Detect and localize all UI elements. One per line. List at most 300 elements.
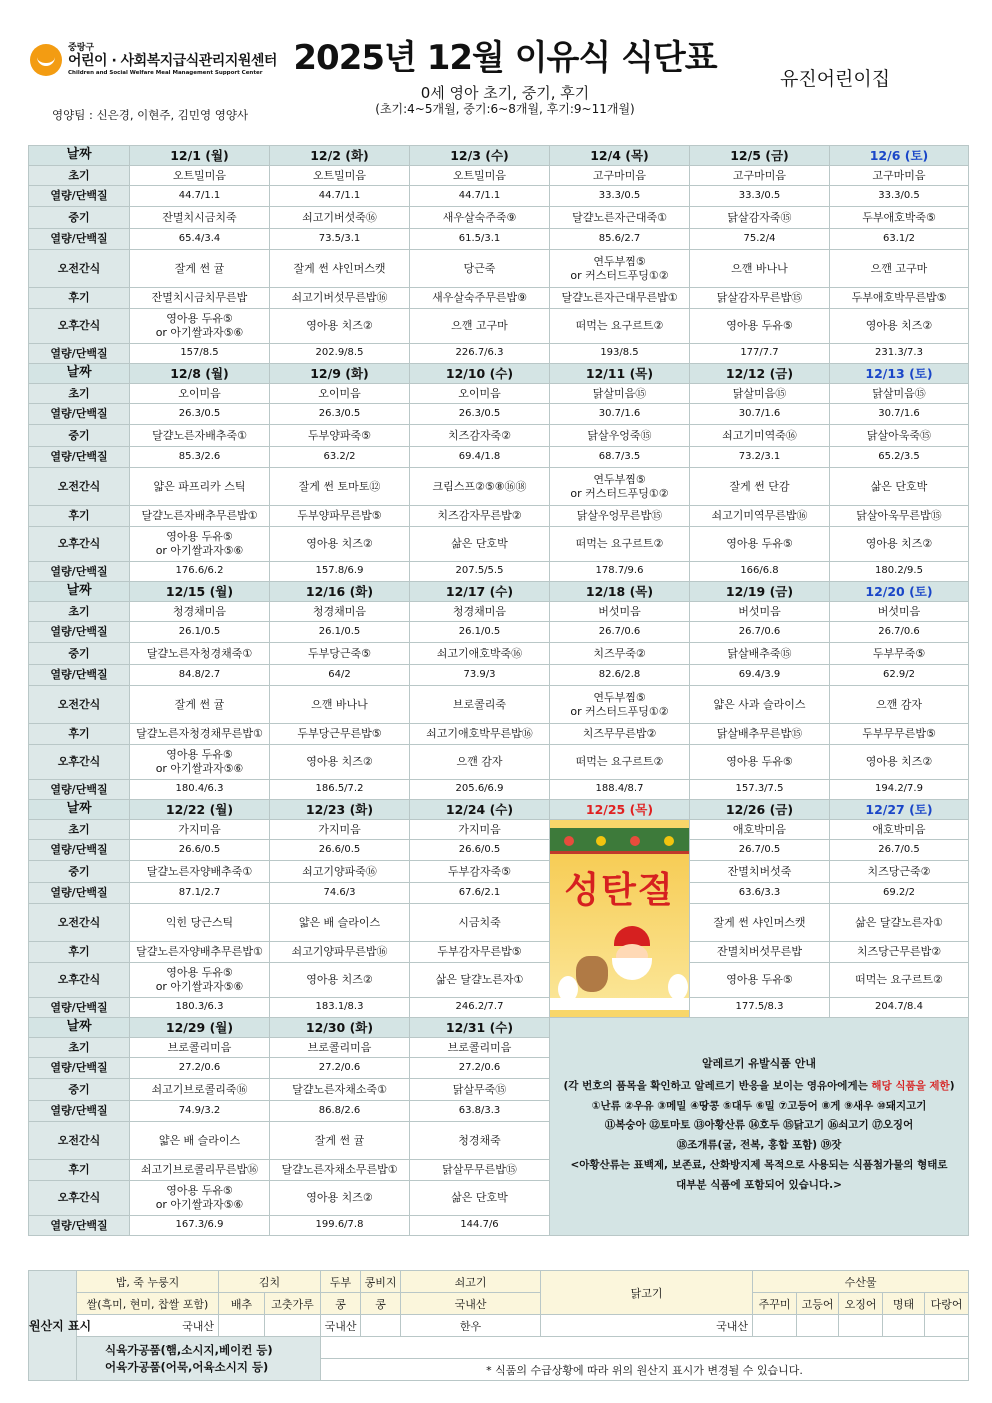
menu-item-line: 삶은 단호박 — [451, 537, 508, 551]
menu-early: 버섯미음 — [830, 602, 969, 622]
menu-mid: 쇠고기애호박죽⑯ — [410, 643, 550, 665]
menu-early: 브로콜리미음 — [270, 1038, 410, 1058]
menu-mid: 치즈당근죽② — [830, 861, 969, 883]
menu-row-am — [29, 250, 969, 288]
center-logo — [30, 44, 277, 76]
menu-e2: 68.7/3.5 — [550, 447, 690, 468]
row-label: 중기 — [29, 425, 130, 447]
menu-early: 닭살미음⑮ — [690, 384, 830, 404]
menu-pm — [690, 527, 830, 562]
menu-mid: 치즈무죽② — [550, 643, 690, 665]
allergy-line-5: <아황산류는 표백제, 보존료, 산화방지제 목적으로 사용되는 식품첨가물의 형태로 — [570, 1159, 948, 1172]
menu-row-am — [29, 686, 969, 724]
menu-mid: 두부애호박죽⑤ — [830, 207, 969, 229]
menu-am — [130, 250, 270, 288]
menu-e1: 26.1/0.5 — [130, 622, 270, 643]
menu-late: 두부감자무른밥⑤ — [410, 942, 550, 963]
menu-mid: 잔멸치버섯죽 — [690, 861, 830, 883]
menu-date: 12/3 (수) — [410, 146, 550, 166]
menu-mid: 두부당근죽⑤ — [270, 643, 410, 665]
menu-row-date — [29, 146, 969, 166]
menu-row-early — [29, 820, 969, 840]
menu-e1: 27.2/0.6 — [270, 1058, 410, 1079]
menu-date: 12/27 (토) — [830, 800, 969, 820]
page-header — [0, 0, 992, 140]
menu-early: 청경채미음 — [410, 602, 550, 622]
menu-item-line: 잘게 썬 토마토⑫ — [298, 479, 381, 493]
menu-late: 쇠고기양파무른밥⑯ — [270, 942, 410, 963]
menu-item-line: 으깬 바나나 — [731, 261, 788, 275]
menu-date: 12/17 (수) — [410, 582, 550, 602]
row-label: 열량/단백질 — [29, 1058, 130, 1079]
menu-item-line: 얇은 사과 슬라이스 — [713, 697, 806, 711]
menu-mid: 달걀노른자채소죽① — [270, 1079, 410, 1101]
menu-am — [130, 1122, 270, 1160]
menu-row-pm — [29, 963, 969, 998]
row-label: 열량/단백질 — [29, 344, 130, 364]
row-label: 날짜 — [29, 146, 130, 166]
menu-pm — [270, 309, 410, 344]
menu-row-am — [29, 468, 969, 506]
menu-date: 12/11 (목) — [550, 364, 690, 384]
menu-early: 오이미음 — [410, 384, 550, 404]
origin-beancurd-value — [361, 1315, 401, 1337]
nutrition-team: 영양팀 : 신은경, 이현주, 김민영 영양사 — [52, 108, 249, 122]
row-label: 오전간식 — [29, 250, 130, 288]
row-label: 오후간식 — [29, 527, 130, 562]
origin-pepper: 고춧가루 — [265, 1293, 321, 1315]
menu-row-e3 — [29, 344, 969, 364]
menu-item-alt: or 아기쌀과자⑤⑥ — [155, 980, 244, 993]
menu-early: 오트밀미음 — [270, 166, 410, 186]
menu-item-alt: or 아기쌀과자⑤⑥ — [155, 762, 244, 775]
menu-item-line: 연두부찜⑤ — [593, 690, 646, 704]
origin-rice-header: 밥, 죽 누룽지 — [77, 1271, 219, 1293]
menu-row-early — [29, 384, 969, 404]
daycare-name: 유진어린이집 — [780, 68, 891, 90]
menu-am — [270, 904, 410, 942]
origin-tofu-sub: 콩 — [321, 1293, 361, 1315]
menu-e3: 177/7.7 — [690, 344, 830, 364]
row-label: 중기 — [29, 643, 130, 665]
menu-pm — [130, 745, 270, 780]
row-label: 열량/단백질 — [29, 883, 130, 904]
page-subtitle: 0세 영아 초기, 중기, 후기 — [420, 84, 590, 102]
menu-e2: 61.5/3.1 — [410, 229, 550, 250]
menu-row-late — [29, 942, 969, 963]
menu-pm — [690, 309, 830, 344]
row-label: 열량/단백질 — [29, 404, 130, 425]
menu-row-early — [29, 602, 969, 622]
menu-am — [550, 468, 690, 506]
menu-pm — [550, 745, 690, 780]
menu-item-line: 잘게 썬 단감 — [729, 479, 790, 493]
origin-processed-value — [321, 1337, 969, 1359]
menu-date: 12/19 (금) — [690, 582, 830, 602]
row-label: 초기 — [29, 602, 130, 622]
menu-e3: 205.6/6.9 — [410, 780, 550, 800]
origin-beef-value: 한우 — [401, 1315, 541, 1337]
menu-early: 닭살미음⑮ — [550, 384, 690, 404]
menu-pm — [130, 963, 270, 998]
menu-early: 오트밀미음 — [130, 166, 270, 186]
menu-e1: 26.6/0.5 — [410, 840, 550, 861]
menu-pm — [410, 527, 550, 562]
menu-date: 12/2 (화) — [270, 146, 410, 166]
menu-date: 12/12 (금) — [690, 364, 830, 384]
menu-early: 오이미음 — [270, 384, 410, 404]
row-label: 오전간식 — [29, 468, 130, 506]
menu-row-e2 — [29, 447, 969, 468]
origin-sea-4-value — [883, 1315, 925, 1337]
menu-am — [830, 250, 969, 288]
origin-tofu-value: 국내산 — [321, 1315, 361, 1337]
menu-pm — [690, 745, 830, 780]
menu-early: 닭살미음⑮ — [830, 384, 969, 404]
menu-e3: 246.2/7.7 — [410, 998, 550, 1018]
menu-e3: 157.3/7.5 — [690, 780, 830, 800]
menu-pm — [130, 1181, 270, 1216]
menu-row-e3 — [29, 780, 969, 800]
menu-date: 12/24 (수) — [410, 800, 550, 820]
menu-pm — [410, 745, 550, 780]
row-label: 열량/단백질 — [29, 186, 130, 207]
menu-mid: 달걀노른자청경채죽① — [130, 643, 270, 665]
row-label: 오후간식 — [29, 1181, 130, 1216]
menu-late: 잔멸치버섯무른밥 — [690, 942, 830, 963]
menu-item-line: 영아용 치즈② — [306, 755, 373, 769]
origin-sea-2: 고등어 — [797, 1293, 839, 1315]
menu-item-alt: or 아기쌀과자⑤⑥ — [155, 544, 244, 557]
menu-date: 12/23 (화) — [270, 800, 410, 820]
menu-item-line: 얇은 파프리카 스틱 — [153, 479, 246, 493]
menu-pm — [550, 309, 690, 344]
menu-late: 치즈무무른밥② — [550, 724, 690, 745]
origin-beancurd-header: 콩비지 — [361, 1271, 401, 1293]
menu-item-line: 잘게 썬 귤 — [174, 261, 225, 275]
menu-item-line: 영아용 두유⑤ — [166, 530, 233, 544]
menu-e3: 167.3/6.9 — [130, 1216, 270, 1236]
menu-e2: 85.3/2.6 — [130, 447, 270, 468]
menu-late: 두부양파무른밥⑤ — [270, 506, 410, 527]
menu-am — [130, 686, 270, 724]
menu-e2: 63.1/2 — [830, 229, 969, 250]
row-label: 오후간식 — [29, 745, 130, 780]
origin-tofu-header: 두부 — [321, 1271, 361, 1293]
menu-early: 브로콜리미음 — [410, 1038, 550, 1058]
allergy-line-3: ⑪복숭아 ⑫토마토 ⑬아황산류 ⑭호두 ⑮닭고기 ⑯쇠고기 ⑰오징어 — [604, 1119, 914, 1132]
menu-early: 버섯미음 — [690, 602, 830, 622]
menu-e1: 30.7/1.6 — [690, 404, 830, 425]
origin-rice-sub: 쌀(흑미, 현미, 찹쌀 포함) — [77, 1293, 219, 1315]
menu-e1: 44.7/1.1 — [270, 186, 410, 207]
smile-logo-icon — [30, 44, 62, 76]
menu-row-am — [29, 904, 969, 942]
menu-early: 오트밀미음 — [410, 166, 550, 186]
origin-chicken-value: 국내산 — [541, 1315, 753, 1337]
allergy-info — [550, 1018, 969, 1236]
menu-am — [410, 468, 550, 506]
menu-mid: 쇠고기미역죽⑯ — [690, 425, 830, 447]
menu-item-line: 얇은 배 슬라이스 — [298, 915, 381, 929]
menu-mid: 두부양파죽⑤ — [270, 425, 410, 447]
menu-late: 두부당근무른밥⑤ — [270, 724, 410, 745]
row-label: 열량/단백질 — [29, 622, 130, 643]
menu-e1: 33.3/0.5 — [550, 186, 690, 207]
logo-name: 어린이 · 사회복지급식관리지원센터 — [68, 53, 277, 70]
origin-cabbage: 배추 — [219, 1293, 265, 1315]
origin-cabbage-value — [219, 1315, 265, 1337]
menu-e3: 231.3/7.3 — [830, 344, 969, 364]
menu-am — [270, 686, 410, 724]
menu-mid: 달걀노른자배추죽① — [130, 425, 270, 447]
menu-item-line: 으깬 감자 — [875, 697, 922, 711]
menu-date: 12/18 (목) — [550, 582, 690, 602]
menu-mid: 두부감자죽⑤ — [410, 861, 550, 883]
menu-mid: 닭살감자죽⑮ — [690, 207, 830, 229]
menu-row-mid — [29, 643, 969, 665]
row-label: 오후간식 — [29, 963, 130, 998]
menu-am — [270, 1122, 410, 1160]
menu-early: 가지미음 — [410, 820, 550, 840]
menu-e2: 87.1/2.7 — [130, 883, 270, 904]
menu-pm — [410, 309, 550, 344]
menu-item-line: 영아용 두유⑤ — [726, 973, 793, 987]
menu-item-alt: or 커스터드푸딩①② — [570, 268, 669, 282]
menu-date: 12/30 (화) — [270, 1018, 410, 1038]
menu-pm — [410, 1181, 550, 1216]
menu-item-line: 영아용 치즈② — [865, 319, 933, 333]
menu-row-e2 — [29, 665, 969, 686]
logo-english: Children and Social Welfare Meal Management Support Center — [68, 69, 263, 76]
reindeer-icon — [576, 956, 608, 992]
menu-late: 달걀노른자청경채무른밥① — [130, 724, 270, 745]
menu-am — [830, 686, 969, 724]
menu-e2: 73.2/3.1 — [690, 447, 830, 468]
menu-mid: 쇠고기양파죽⑯ — [270, 861, 410, 883]
menu-row-e1 — [29, 186, 969, 207]
origin-chicken-header: 닭고기 — [541, 1271, 753, 1315]
menu-e1: 26.7/0.6 — [830, 622, 969, 643]
row-label: 열량/단백질 — [29, 998, 130, 1018]
menu-row-late — [29, 724, 969, 745]
garland-icon — [550, 828, 689, 854]
menu-row-e2 — [29, 883, 969, 904]
menu-early: 애호박미음 — [690, 820, 830, 840]
menu-date: 12/4 (목) — [550, 146, 690, 166]
menu-date: 12/6 (토) — [830, 146, 969, 166]
row-label: 날짜 — [29, 800, 130, 820]
menu-item-alt: or 커스터드푸딩①② — [570, 486, 669, 500]
menu-row-early — [29, 166, 969, 186]
menu-e1: 30.7/1.6 — [550, 404, 690, 425]
menu-e3: 176.6/6.2 — [130, 562, 270, 582]
allergy-line-4: ⑱조개류(굴, 전복, 홍합 포함) ⑲잣 — [676, 1139, 842, 1152]
menu-item-alt: or 아기쌀과자⑤⑥ — [155, 326, 244, 339]
menu-item-line: 연두부찜⑤ — [593, 254, 646, 268]
menu-late: 닭살무무른밥⑮ — [410, 1160, 550, 1181]
menu-e3: 207.5/5.5 — [410, 562, 550, 582]
menu-late: 닭살우엉무른밥⑮ — [550, 506, 690, 527]
menu-am — [690, 468, 830, 506]
logo-district: 중랑구 — [68, 43, 95, 54]
menu-mid: 치즈감자죽② — [410, 425, 550, 447]
menu-e2: 85.6/2.7 — [550, 229, 690, 250]
menu-item-line: 영아용 두유⑤ — [726, 319, 793, 333]
menu-pm — [830, 745, 969, 780]
menu-early: 가지미음 — [270, 820, 410, 840]
menu-item-line: 영아용 치즈② — [865, 537, 933, 551]
row-label: 오전간식 — [29, 1122, 130, 1160]
origin-sea-2-value — [797, 1315, 839, 1337]
menu-item-line: 으깬 감자 — [456, 755, 503, 769]
menu-e2: 82.6/2.8 — [550, 665, 690, 686]
menu-e2: 63.8/3.3 — [410, 1101, 550, 1122]
menu-late: 달걀노른자근대무른밥① — [550, 288, 690, 309]
menu-mid: 두부무죽⑤ — [830, 643, 969, 665]
menu-item-line: 잘게 썬 샤인머스캣 — [713, 915, 806, 929]
menu-date: 12/29 (월) — [130, 1018, 270, 1038]
menu-e3: 178.7/9.6 — [550, 562, 690, 582]
allergy-line-6: 대부분 식품에 포함되어 있습니다.> — [676, 1179, 842, 1192]
menu-date: 12/8 (월) — [130, 364, 270, 384]
menu-e1: 44.7/1.1 — [410, 186, 550, 207]
menu-row-date — [29, 800, 969, 820]
menu-item-line: 으깬 고구마 — [870, 261, 928, 275]
menu-pm — [130, 527, 270, 562]
menu-late: 쇠고기버섯무른밥⑯ — [270, 288, 410, 309]
menu-e1: 26.1/0.5 — [410, 622, 550, 643]
menu-item-line: 삶은 단호박 — [451, 1191, 508, 1205]
row-label: 후기 — [29, 1160, 130, 1181]
menu-early: 고구마미음 — [830, 166, 969, 186]
menu-item-line: 삶은 단호박 — [870, 479, 928, 493]
menu-item-line: 떠먹는 요구르트② — [575, 537, 664, 551]
menu-date: 12/15 (월) — [130, 582, 270, 602]
menu-e1: 30.7/1.6 — [830, 404, 969, 425]
menu-row-date — [29, 582, 969, 602]
menu-am — [690, 250, 830, 288]
menu-e1: 26.7/0.6 — [690, 622, 830, 643]
menu-date: 12/10 (수) — [410, 364, 550, 384]
menu-item-line: 영아용 두유⑤ — [166, 312, 233, 326]
menu-item-line: 삶은 달걀노른자① — [435, 973, 524, 987]
menu-e2: 64/2 — [270, 665, 410, 686]
menu-e3: 157.8/6.9 — [270, 562, 410, 582]
menu-e2: 73.5/3.1 — [270, 229, 410, 250]
menu-mid: 달걀노른자근대죽① — [550, 207, 690, 229]
menu-pm — [270, 745, 410, 780]
menu-pm — [550, 527, 690, 562]
menu-am — [410, 904, 550, 942]
menu-mid: 달걀노른자양배추죽① — [130, 861, 270, 883]
page-title: 2025년 12월 이유식 식단표 — [293, 38, 717, 78]
menu-am — [550, 686, 690, 724]
row-label: 후기 — [29, 724, 130, 745]
menu-item-line: 잘게 썬 귤 — [314, 1133, 365, 1147]
menu-row-e3 — [29, 562, 969, 582]
menu-early: 청경채미음 — [270, 602, 410, 622]
menu-e3: 144.7/6 — [410, 1216, 550, 1236]
menu-date: 12/22 (월) — [130, 800, 270, 820]
menu-late: 쇠고기브로콜리무른밥⑯ — [130, 1160, 270, 1181]
row-label: 중기 — [29, 1079, 130, 1101]
row-label: 열량/단백질 — [29, 780, 130, 800]
menu-late: 새우살숙주무른밥⑨ — [410, 288, 550, 309]
menu-row-pm — [29, 527, 969, 562]
menu-e3: 226.7/6.3 — [410, 344, 550, 364]
menu-item-line: 영아용 두유⑤ — [726, 537, 793, 551]
menu-e1: 26.7/0.5 — [690, 840, 830, 861]
row-label: 열량/단백질 — [29, 229, 130, 250]
menu-item-line: 영아용 두유⑤ — [166, 748, 233, 762]
menu-item-line: 잘게 썬 귤 — [174, 697, 225, 711]
menu-e1: 26.6/0.5 — [270, 840, 410, 861]
menu-e2: 65.2/3.5 — [830, 447, 969, 468]
menu-early: 오이미음 — [130, 384, 270, 404]
row-label: 중기 — [29, 207, 130, 229]
menu-e2: 84.8/2.7 — [130, 665, 270, 686]
menu-item-alt: or 커스터드푸딩①② — [570, 704, 669, 718]
menu-date: 12/25 (목) — [550, 800, 690, 820]
menu-late: 달걀노른자채소무른밥① — [270, 1160, 410, 1181]
menu-mid: 닭살우엉죽⑮ — [550, 425, 690, 447]
row-label: 열량/단백질 — [29, 1101, 130, 1122]
menu-item-line: 시금치죽 — [458, 915, 501, 929]
origin-processed-meat: 식육가공품(햄,소시지,베이컨 등) — [105, 1343, 273, 1358]
row-label: 초기 — [29, 166, 130, 186]
row-label: 후기 — [29, 288, 130, 309]
menu-am — [690, 904, 830, 942]
origin-label: 원산지 표시 — [29, 1271, 77, 1381]
row-label: 초기 — [29, 1038, 130, 1058]
origin-sea-3-value — [839, 1315, 883, 1337]
row-label: 오후간식 — [29, 309, 130, 344]
menu-item-line: 으깬 고구마 — [451, 319, 508, 333]
menu-date: 12/9 (화) — [270, 364, 410, 384]
menu-date: 12/1 (월) — [130, 146, 270, 166]
row-label: 열량/단백질 — [29, 1216, 130, 1236]
menu-item-line: 익힌 당근스틱 — [165, 915, 234, 929]
row-label: 후기 — [29, 942, 130, 963]
menu-early: 고구마미음 — [690, 166, 830, 186]
menu-am — [130, 468, 270, 506]
menu-item-line: 떠먹는 요구르트② — [575, 755, 664, 769]
menu-row-pm — [29, 309, 969, 344]
menu-e2: 73.9/3 — [410, 665, 550, 686]
menu-late: 잔멸치시금치무른밥 — [130, 288, 270, 309]
menu-am — [830, 904, 969, 942]
menu-e2: 86.8/2.6 — [270, 1101, 410, 1122]
row-label: 열량/단백질 — [29, 562, 130, 582]
menu-e3: 202.9/8.5 — [270, 344, 410, 364]
snowman-icon — [668, 974, 688, 1000]
menu-pm — [830, 309, 969, 344]
menu-e2: 74.9/3.2 — [130, 1101, 270, 1122]
menu-pm — [270, 1181, 410, 1216]
menu-item-line: 당근죽 — [463, 261, 496, 275]
menu-late: 달걀노른자배추무른밥① — [130, 506, 270, 527]
menu-early: 고구마미음 — [550, 166, 690, 186]
menu-e1: 26.3/0.5 — [270, 404, 410, 425]
menu-item-line: 크림스프②⑤⑧⑯⑱ — [432, 479, 527, 493]
menu-e2: 69.4/3.9 — [690, 665, 830, 686]
menu-mid: 닭살아욱죽⑮ — [830, 425, 969, 447]
menu-row-date — [29, 364, 969, 384]
menu-e1: 26.3/0.5 — [410, 404, 550, 425]
menu-late: 치즈감자무른밥② — [410, 506, 550, 527]
menu-am — [130, 904, 270, 942]
